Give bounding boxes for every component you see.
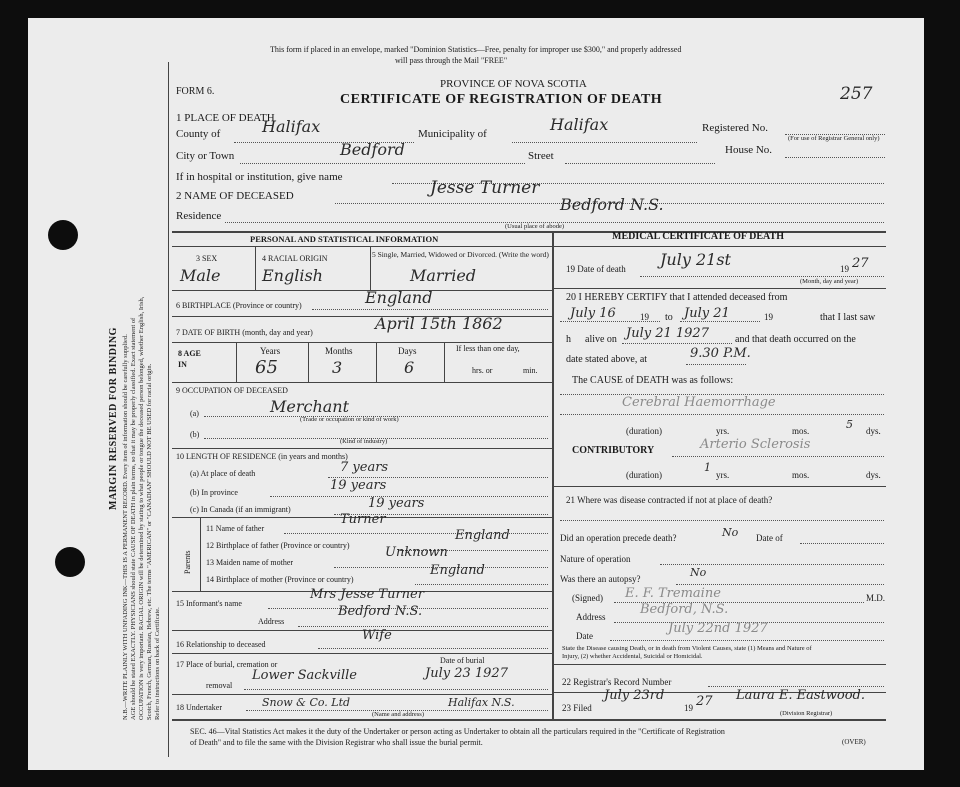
filed-date-value: July 23rd — [604, 688, 665, 703]
row-rule-4 — [172, 382, 552, 383]
date-stated-text: date stated above, at — [566, 354, 648, 365]
days-label: Days — [398, 346, 417, 356]
relationship-value: Wife — [362, 628, 392, 643]
left-border — [168, 62, 169, 757]
registrar-record-label: 22 Registrar's Record Number — [562, 677, 672, 687]
row-rule-9 — [172, 653, 552, 654]
cause-days-value: 5 — [846, 418, 853, 431]
birthplace-line — [312, 309, 548, 310]
filed-year-prefix: 19 — [684, 703, 693, 713]
hospital-label: If in hospital or institution, give name — [176, 171, 343, 183]
autopsy-line — [676, 584, 884, 585]
cause-of-death-label: The CAUSE of DEATH was as follows: — [572, 375, 734, 386]
father-birthplace-label: 12 Birthplace of father (Province or country) — [206, 541, 350, 550]
city-line — [240, 163, 525, 164]
sig-date-line — [610, 640, 884, 641]
street-line — [565, 163, 715, 164]
contrib-duration-label: (duration) — [626, 470, 662, 480]
deceased-name-value: Jesse Turner — [430, 178, 540, 198]
cause-mos-label: mos. — [792, 426, 810, 436]
registrar-signature: Laura E. Eastwood. — [736, 688, 865, 703]
operation-value: No — [722, 526, 739, 539]
attended-from-value: July 16 — [570, 306, 616, 321]
mother-birthplace-label: 14 Birthplace of mother (Province or country) — [206, 575, 354, 584]
body-bottom-rule — [172, 719, 886, 721]
dob-label: 7 DATE OF BIRTH (month, day and year) — [176, 328, 313, 337]
dob-value: April 15th 1862 — [375, 314, 503, 333]
marital-value: Married — [410, 266, 477, 285]
row-rule-10 — [172, 694, 552, 695]
filed-label: 23 Filed — [562, 703, 592, 713]
relationship-label: 16 Relationship to deceased — [176, 640, 266, 649]
occupation-b-label: (b) — [190, 430, 200, 439]
father-name-value: Turner — [340, 512, 386, 527]
dod-line — [640, 276, 884, 277]
burial-date-value: July 23 1927 — [425, 666, 508, 681]
mother-name-value: Unknown — [385, 545, 448, 560]
months-label: Months — [325, 346, 353, 356]
undertaker-address-value: Halifax N.S. — [448, 696, 515, 709]
registrar-use-note: (For use of Registrar General only) — [788, 135, 880, 142]
burial-place-value: Lower Sackville — [252, 668, 357, 683]
res-canada-label: (c) In Canada (if an immigrant) — [190, 505, 291, 514]
operation-date-label: Date of — [756, 533, 783, 543]
sex-value: Male — [180, 266, 221, 285]
cause-duration-label: (duration) — [626, 426, 662, 436]
age-div-2 — [308, 342, 309, 382]
binder-hole-bottom — [55, 547, 85, 577]
alive-line — [622, 343, 732, 344]
margin-instruction-1: N.B.—WRITE PLAINLY WITH UNFADING INK—THIS IS A PERMANENT RECORD. Every item of information should be carefully supplied. — [122, 334, 129, 720]
city-label: City or Town — [176, 150, 235, 162]
res-canada-value: 19 years — [368, 496, 425, 511]
burial-date-label: Date of burial — [440, 656, 485, 665]
undertaker-value: Snow & Co. Ltd — [262, 696, 351, 709]
deceased-name-label: 2 NAME OF DECEASED — [176, 190, 294, 202]
contributory-value: Arterio Sclerosis — [700, 437, 811, 452]
cause-value: Cerebral Haemorrhage — [622, 395, 776, 410]
res-place-value: 7 years — [340, 460, 389, 475]
trade-hint: (Trade or occupation or kind of work) — [300, 416, 399, 423]
nature-line — [660, 564, 884, 565]
minutes-label: min. — [523, 366, 538, 375]
contrib-years-value: 1 — [704, 461, 711, 474]
parents-divider — [200, 517, 201, 591]
time-line — [686, 364, 746, 365]
filed-year-value: 27 — [696, 694, 713, 709]
cause-line — [560, 414, 884, 415]
sex-divider — [255, 246, 256, 290]
house-no-label: House No. — [725, 144, 773, 156]
informant-value: Mrs Jesse Turner — [310, 587, 424, 602]
mother-birthplace-value: England — [430, 563, 485, 578]
death-occurred-text: and that death occurred on the — [735, 334, 856, 345]
racial-origin-label: 4 RACIAL ORIGIN — [262, 254, 328, 263]
racial-origin-value: English — [262, 266, 323, 285]
physician-address-value: Bedford, N.S. — [640, 602, 729, 617]
informant-address-label: Address — [258, 617, 285, 626]
cause-yrs-label: yrs. — [716, 426, 730, 436]
years-label: Years — [260, 346, 281, 356]
date-of-death-value: July 21st — [660, 250, 731, 269]
form-number: FORM 6. — [176, 86, 215, 97]
municipality-label: Municipality of — [418, 128, 487, 140]
industry-hint: (Kind of industry) — [340, 438, 388, 445]
dod-year-value: 27 — [852, 256, 869, 271]
date-of-death-label: 19 Date of death — [566, 264, 626, 274]
burial-label: 17 Place of burial, cremation or — [176, 660, 278, 669]
marital-label: 5 Single, Married, Widowed or Divorced. (Write the word) — [372, 250, 549, 259]
postal-note-1: This form if placed in an envelope, marked "Dominion Statistics—Free, penalty for improper use $300," and properly addressed — [270, 45, 682, 54]
to-label: to — [665, 312, 673, 323]
personal-info-header: PERSONAL AND STATISTICAL INFORMATION — [250, 234, 439, 244]
res-province-label: (b) In province — [190, 488, 238, 497]
section-46-note-2: of Death" and to file the same with the Division Registrar who shall issue the burial permit. — [190, 738, 483, 747]
md-label: M.D. — [866, 593, 886, 603]
contracted-line — [560, 520, 884, 521]
handwritten-reg-number: 257 — [840, 84, 873, 104]
occupation-value: Merchant — [270, 397, 350, 416]
to-line — [680, 321, 760, 322]
where-contracted-label: 21 Where was disease contracted if not at place of death? — [566, 495, 773, 505]
record-line — [708, 686, 884, 687]
age-div-4 — [444, 342, 445, 382]
age-div-1 — [236, 342, 237, 382]
row-rule-1 — [172, 290, 552, 291]
removal-label: removal — [206, 681, 233, 690]
province-heading: PROVINCE OF NOVA SCOTIA — [440, 78, 587, 90]
alive-on-value: July 21 1927 — [626, 326, 709, 341]
age-years-value: 65 — [255, 357, 278, 378]
margin-instruction-3: OCCUPATION is very important. RACIAL ORIGIN will be determined by stating to what people or tongue the deceased person belonged, whether English, Irish, — [138, 296, 145, 720]
contrib-mos-label: mos. — [792, 470, 810, 480]
column-divider — [552, 231, 554, 719]
relationship-line — [318, 648, 548, 649]
physician-signature: E. F. Tremaine — [625, 586, 721, 601]
alive-on-label: alive on — [585, 334, 617, 345]
hours-label: hrs. or — [472, 366, 493, 375]
autopsy-value: No — [690, 566, 707, 579]
parents-label: Parents — [183, 550, 192, 574]
undertaker-hint: (Name and address) — [372, 711, 424, 718]
res-place-label: (a) At place of death — [190, 469, 256, 478]
age-days-value: 6 — [404, 358, 415, 377]
last-saw-text: that I last saw — [820, 312, 876, 323]
racial-divider — [370, 246, 371, 290]
medical-header-rule — [554, 246, 886, 247]
certificate-date-label: Date — [576, 631, 593, 641]
occupation-label: 9 OCCUPATION OF DECEASED — [176, 386, 288, 395]
informant-address-value: Bedford N.S. — [338, 604, 423, 619]
autopsy-label: Was there an autopsy? — [560, 574, 641, 584]
margin-title: MARGIN RESERVED FOR BINDING — [108, 327, 119, 510]
contributory-line — [672, 456, 884, 457]
nature-operation-label: Nature of operation — [560, 554, 631, 564]
contrib-dys-label: dys. — [866, 470, 881, 480]
undertaker-label: 18 Undertaker — [176, 703, 222, 712]
sex-label: 3 SEX — [196, 254, 218, 263]
usual-abode-note: (Usual place of abode) — [505, 223, 565, 230]
registered-no-label: Registered No. — [702, 122, 768, 134]
contrib-yrs-label: yrs. — [716, 470, 730, 480]
operation-label: Did an operation precede death? — [560, 533, 677, 543]
less-than-day-label: If less than one day, — [456, 344, 520, 353]
father-name-label: 11 Name of father — [206, 524, 265, 533]
informant-address-line — [298, 626, 548, 627]
op-date-line — [800, 543, 884, 544]
section-46-note: SEC. 46—Vital Statistics Act makes it the duty of the Undertaker or person acting as Undertaker to obtain all the particulars required in the "Certificate of Registration — [190, 727, 725, 736]
cause-dys-label: dys. — [866, 426, 881, 436]
age-months-value: 3 — [332, 358, 343, 377]
med-rule-3 — [554, 664, 886, 665]
time-of-death-value: 9.30 P.M. — [690, 346, 751, 361]
med-rule-2 — [554, 486, 886, 487]
county-label: County of — [176, 128, 221, 140]
street-label: Street — [528, 150, 554, 162]
age-div-3 — [376, 342, 377, 382]
signed-label: (Signed) — [572, 593, 603, 603]
mother-name-label: 13 Maiden name of mother — [206, 558, 294, 567]
informant-label: 15 Informant's name — [176, 599, 242, 608]
med-rule-1 — [554, 288, 886, 289]
municipality-value: Halifax — [550, 115, 609, 134]
margin-instruction-2: AGE should be stated EXACTLY. PHYSICIANS should state CAUSE OF DEATH in plain terms, so that it may be properly classified. Exact statement of — [130, 317, 137, 720]
margin-instruction-4: Scotch, French, German, Russian, Hebrew, etc. The terms "AMERICAN" or "CANADIAN" SHOULD NOT BE USED for racial origin. — [146, 363, 153, 720]
county-value: Halifax — [262, 117, 321, 136]
postal-note-2: will pass through the Mail "FREE" — [395, 56, 508, 65]
from-year-prefix: 19 — [640, 312, 649, 322]
residence-value: Bedford N.S. — [560, 195, 664, 214]
over-label: (OVER) — [842, 738, 866, 746]
birthplace-label: 6 BIRTHPLACE (Province or country) — [176, 301, 302, 310]
attended-to-value: July 21 — [684, 306, 730, 321]
place-of-death-label: 1 PLACE OF DEATH — [176, 112, 275, 124]
occupation-a-label: (a) — [190, 409, 199, 418]
margin-instruction-5: Refer to instructions on back of Certificate. — [154, 607, 161, 720]
row-rule-3 — [172, 342, 552, 343]
division-registrar-hint: (Division Registrar) — [780, 710, 833, 717]
contributory-label: CONTRIBUTORY — [572, 445, 655, 456]
row-rule-5 — [172, 448, 552, 449]
certificate-date-value: July 22nd 1927 — [668, 621, 768, 636]
house-line — [785, 157, 885, 158]
binder-hole-top — [48, 220, 78, 250]
residence-length-label: 10 LENGTH OF RESIDENCE (in years and months) — [176, 452, 348, 461]
burial-line — [244, 689, 548, 690]
month-day-year-hint: (Month, day and year) — [800, 278, 859, 285]
medical-header: MEDICAL CERTIFICATE OF DEATH — [612, 231, 784, 242]
violent-causes-note-1: State the Disease causing Death, or in death from Violent Causes, state (1) Means and Nature of — [562, 645, 812, 652]
city-value: Bedford — [340, 140, 405, 159]
birthplace-value: England — [365, 288, 433, 307]
certificate-title: CERTIFICATE OF REGISTRATION OF DEATH — [340, 92, 663, 107]
mother-bp-line — [415, 584, 548, 585]
residence-label: Residence — [176, 210, 222, 222]
father-birthplace-value: England — [455, 528, 510, 543]
to-year-prefix: 19 — [764, 312, 773, 322]
res-province-value: 19 years — [330, 478, 387, 493]
violent-causes-note-2: Injury, (2) whether Accidental, Suicidal or Homicidal. — [562, 653, 703, 660]
physician-address-label: Address — [576, 612, 606, 622]
municipality-line — [512, 142, 697, 143]
personal-header-rule — [172, 246, 552, 247]
certify-text: 20 I HEREBY CERTIFY that I attended deceased from — [566, 292, 788, 303]
alive-on-prefix: h — [566, 334, 571, 345]
dod-year-prefix: 19 — [840, 264, 849, 274]
age-label: 8 AGE IN — [178, 349, 201, 369]
